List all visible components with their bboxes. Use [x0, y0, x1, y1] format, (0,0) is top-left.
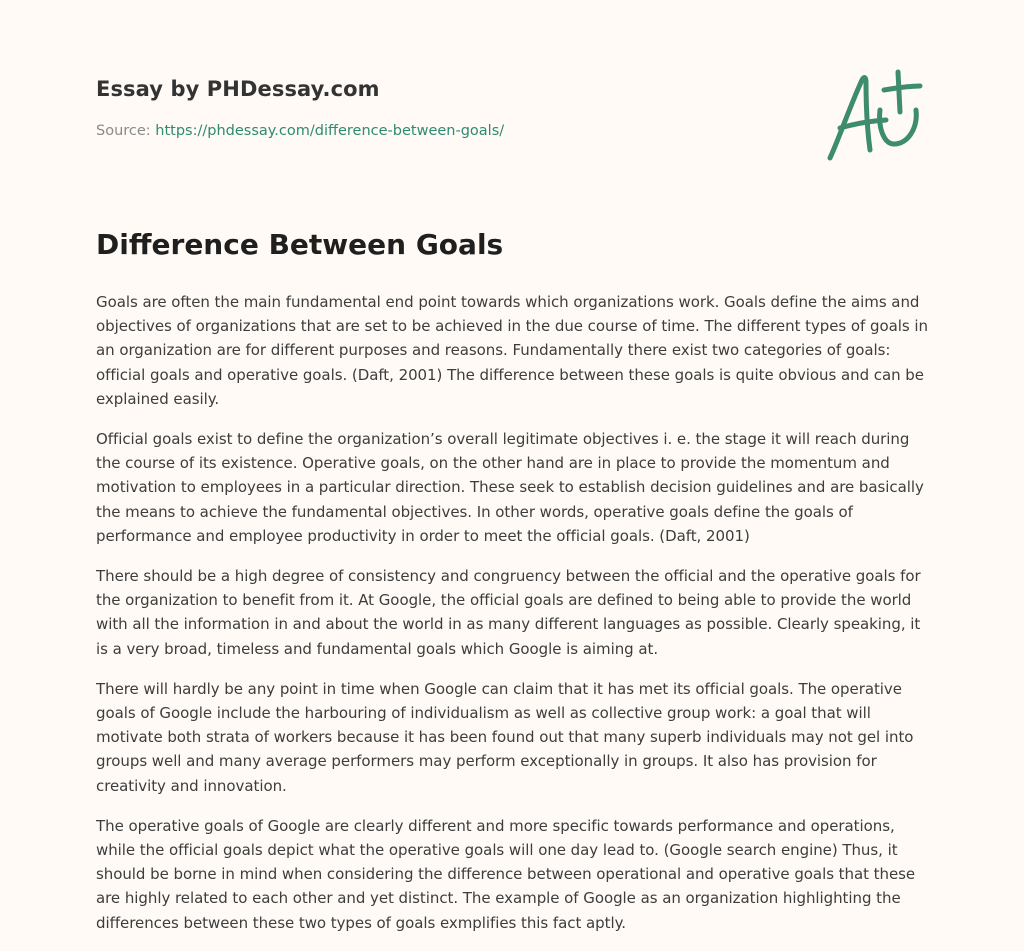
essay-title: Difference Between Goals [96, 228, 504, 261]
source-line [96, 120, 776, 142]
brand-title: Essay by PHDessay.com [96, 77, 380, 101]
page-header [96, 72, 776, 142]
essay-paragraph: There should be a high degree of consistency and congruency between the official and the operative goals for the organization to benefit from it. At Google, the official goals are defined to being able to provide the world with all the information in and about the world in as many different languages as possible. Clearly speaking, it is a very broad, timeless and fundamental goals which Google is aiming at. [96, 567, 921, 658]
essay-article [96, 222, 932, 951]
a-plus-logo-icon [820, 66, 930, 166]
source-link[interactable]: https://phdessay.com/difference-between-goals/ [155, 123, 505, 139]
essay-paragraph: Official goals exist to define the organization’s overall legitimate objectives i. e. the stage it will reach during the course of its existence. Operative goals, on the other hand are in place to provide the momentum and motivation to employees in a particular direction. These seek to establish decision guidelines and are basically the means to achieve the fundamental objectives. In other words, operative goals define the goals of performance and employee productivity in order to meet the official goals. (Daft, 2001) [96, 430, 924, 545]
source-label: Source: [96, 123, 156, 139]
essay-paragraph: The operative goals of Google are clearly different and more specific towards performance and operations, while the official goals depict what the operative goals will one day lead to. (Google search engine) Thus, it should be borne in mind when considering the difference between operational and operative goals that these are highly related to each other and yet distinct. The example of Google as an organization highlighting the differences between these two types of goals exmplifies this fact aptly. [96, 816, 916, 932]
essay-paragraph: Goals are often the main fundamental end point towards which organizations work. Goals define the aims and objectives of organizations that are set to be achieved in the due course of time. The different types of goals in an organization are for different purposes and reasons. Fundamentally there exist two categories of goals: official goals and operative goals. (Daft, 2001) The difference between these goals is quite obvious and can be explained easily. [96, 293, 928, 408]
essay-paragraph: There will hardly be any point in time when Google can claim that it has met its official goals. The operative goals of Google include the harbouring of individualism as well as collective group work: a goal that will motivate both strata of workers because it has been found out that many superb individuals may not gel into groups well and many average performers may perform exceptionally in groups. It also has provision for creativity and innovation. [96, 679, 914, 795]
